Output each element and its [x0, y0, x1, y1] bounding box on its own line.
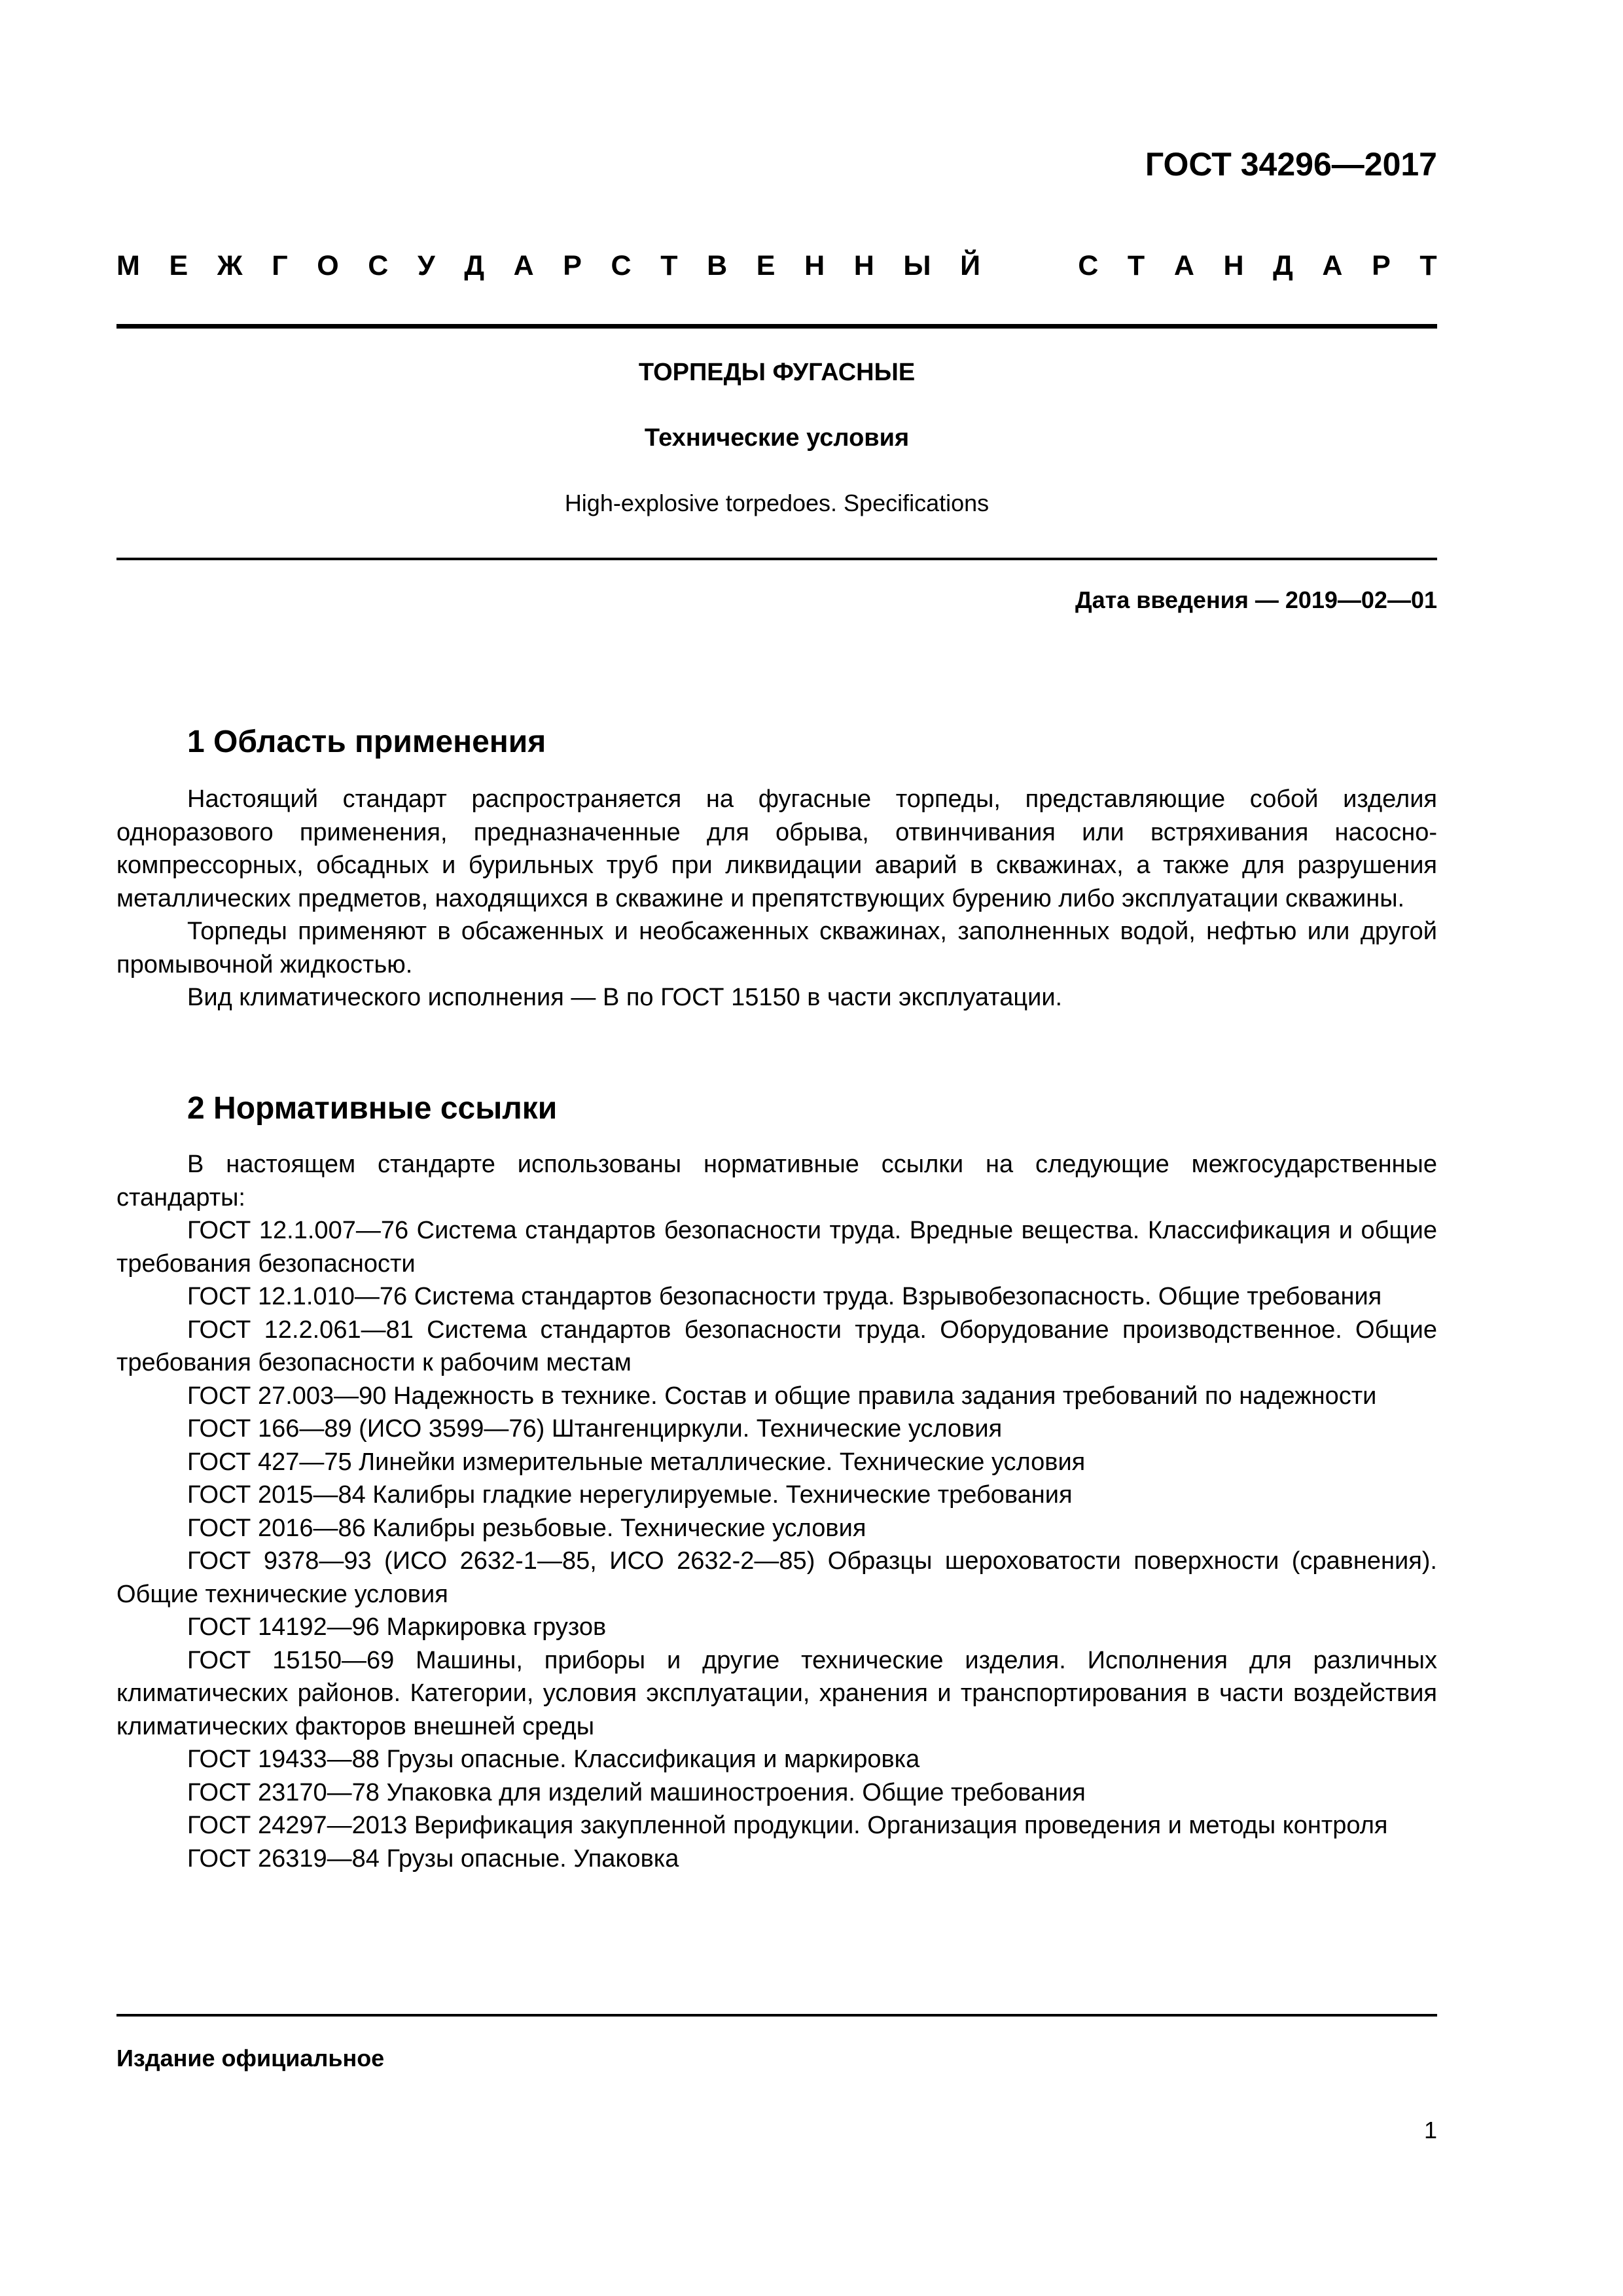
footer-rule [116, 2014, 1437, 2017]
gost-number: ГОСТ 34296—2017 [1145, 146, 1437, 183]
section-1-paragraph: Настоящий стандарт распространяется на фугасные торпеды, представляющие собой изделия одноразового применения, предназначенные для обрыва, отвинчивания или встряхивания насосно-компрессорных, обсадных и бурильных труб при ликвидации аварий в скважинах, а также для разрушения металлических предметов, находящихся в скважине и препятствующих бурению либо эксплуатации скважины. [116, 785, 1437, 912]
reference-item: ГОСТ 15150—69 Машины, приборы и другие технические изделия. Исполнения для различных климатических районов. Категории, условия эксплуатации, хранения и транспортирования в части воздействия климатических факторов внешней среды [116, 1646, 1437, 1740]
title-rule [116, 558, 1437, 560]
standard-type-heading: М Е Ж Г О С У Д А Р С Т В Е Н Н Ы Й С Т А Н Д А Р Т [116, 250, 1437, 281]
reference-item: ГОСТ 2016—86 Калибры резьбовые. Технические условия [187, 1514, 866, 1542]
section-1-body [116, 783, 1437, 1014]
reference-item: ГОСТ 14192—96 Маркировка грузов [187, 1613, 607, 1641]
reference-item: ГОСТ 9378—93 (ИСО 2632-1—85, ИСО 2632-2—85) Образцы шероховатости поверхности (сравнения). Общие технические условия [116, 1547, 1437, 1608]
reference-item: ГОСТ 26319—84 Грузы опасные. Упаковка [187, 1844, 679, 1873]
document-title-english: High-explosive torpedoes. Specifications [564, 490, 990, 516]
section-2-body [116, 1148, 1437, 1875]
reference-item: В настоящем стандарте использованы нормативные ссылки на следующие межгосударственные стандарты: [116, 1151, 1437, 1211]
document-title: ТОРПЕДЫ ФУГАСНЫЕ [638, 359, 916, 386]
reference-item: ГОСТ 12.1.007—76 Система стандартов безопасности труда. Вредные вещества. Классификация и общие требования безопасности [116, 1217, 1437, 1278]
reference-item: ГОСТ 23170—78 Упаковка для изделий машиностроения. Общие требования [187, 1778, 1086, 1806]
reference-item: ГОСТ 12.2.061—81 Система стандартов безопасности труда. Оборудование производственное. Общие требования безопасности к рабочим местам [116, 1316, 1437, 1376]
reference-item: ГОСТ 19433—88 Грузы опасные. Классификация и маркировка [187, 1746, 920, 1773]
edition-label: Издание официальное [116, 2045, 385, 2072]
page-number: 1 [1423, 2117, 1437, 2144]
reference-item: ГОСТ 12.1.010—76 Система стандартов безопасности труда. Взрывобезопасность. Общие требования [187, 1283, 1382, 1310]
section-2-heading: 2 Нормативные ссылки [187, 1091, 558, 1126]
section-1-paragraph: Торпеды применяют в обсаженных и необсаженных скважинах, заполненных водой, нефтью или другой промывочной жидкостью. [116, 918, 1437, 978]
reference-item: ГОСТ 427—75 Линейки измерительные металлические. Технические условия [187, 1448, 1086, 1476]
reference-item: ГОСТ 166—89 (ИСО 3599—76) Штангенциркули. Технические условия [187, 1415, 1003, 1443]
introduction-date: Дата введения — 2019—02—01 [1075, 586, 1437, 613]
document-page [116, 0, 1437, 2296]
reference-item: ГОСТ 2015—84 Калибры гладкие нерегулируемые. Технические требования [187, 1481, 1073, 1509]
section-1-paragraph: Вид климатического исполнения — В по ГОСТ 15150 в части эксплуатации. [187, 984, 1063, 1011]
reference-item: ГОСТ 24297—2013 Верификация закупленной продукции. Организация проведения и методы контроля [187, 1812, 1388, 1839]
reference-item: ГОСТ 27.003—90 Надежность в технике. Состав и общие правила задания требований по надежности [187, 1382, 1377, 1410]
section-1-heading: 1 Область применения [187, 725, 546, 759]
header-rule [116, 324, 1437, 329]
document-subtitle: Технические условия [644, 424, 910, 452]
